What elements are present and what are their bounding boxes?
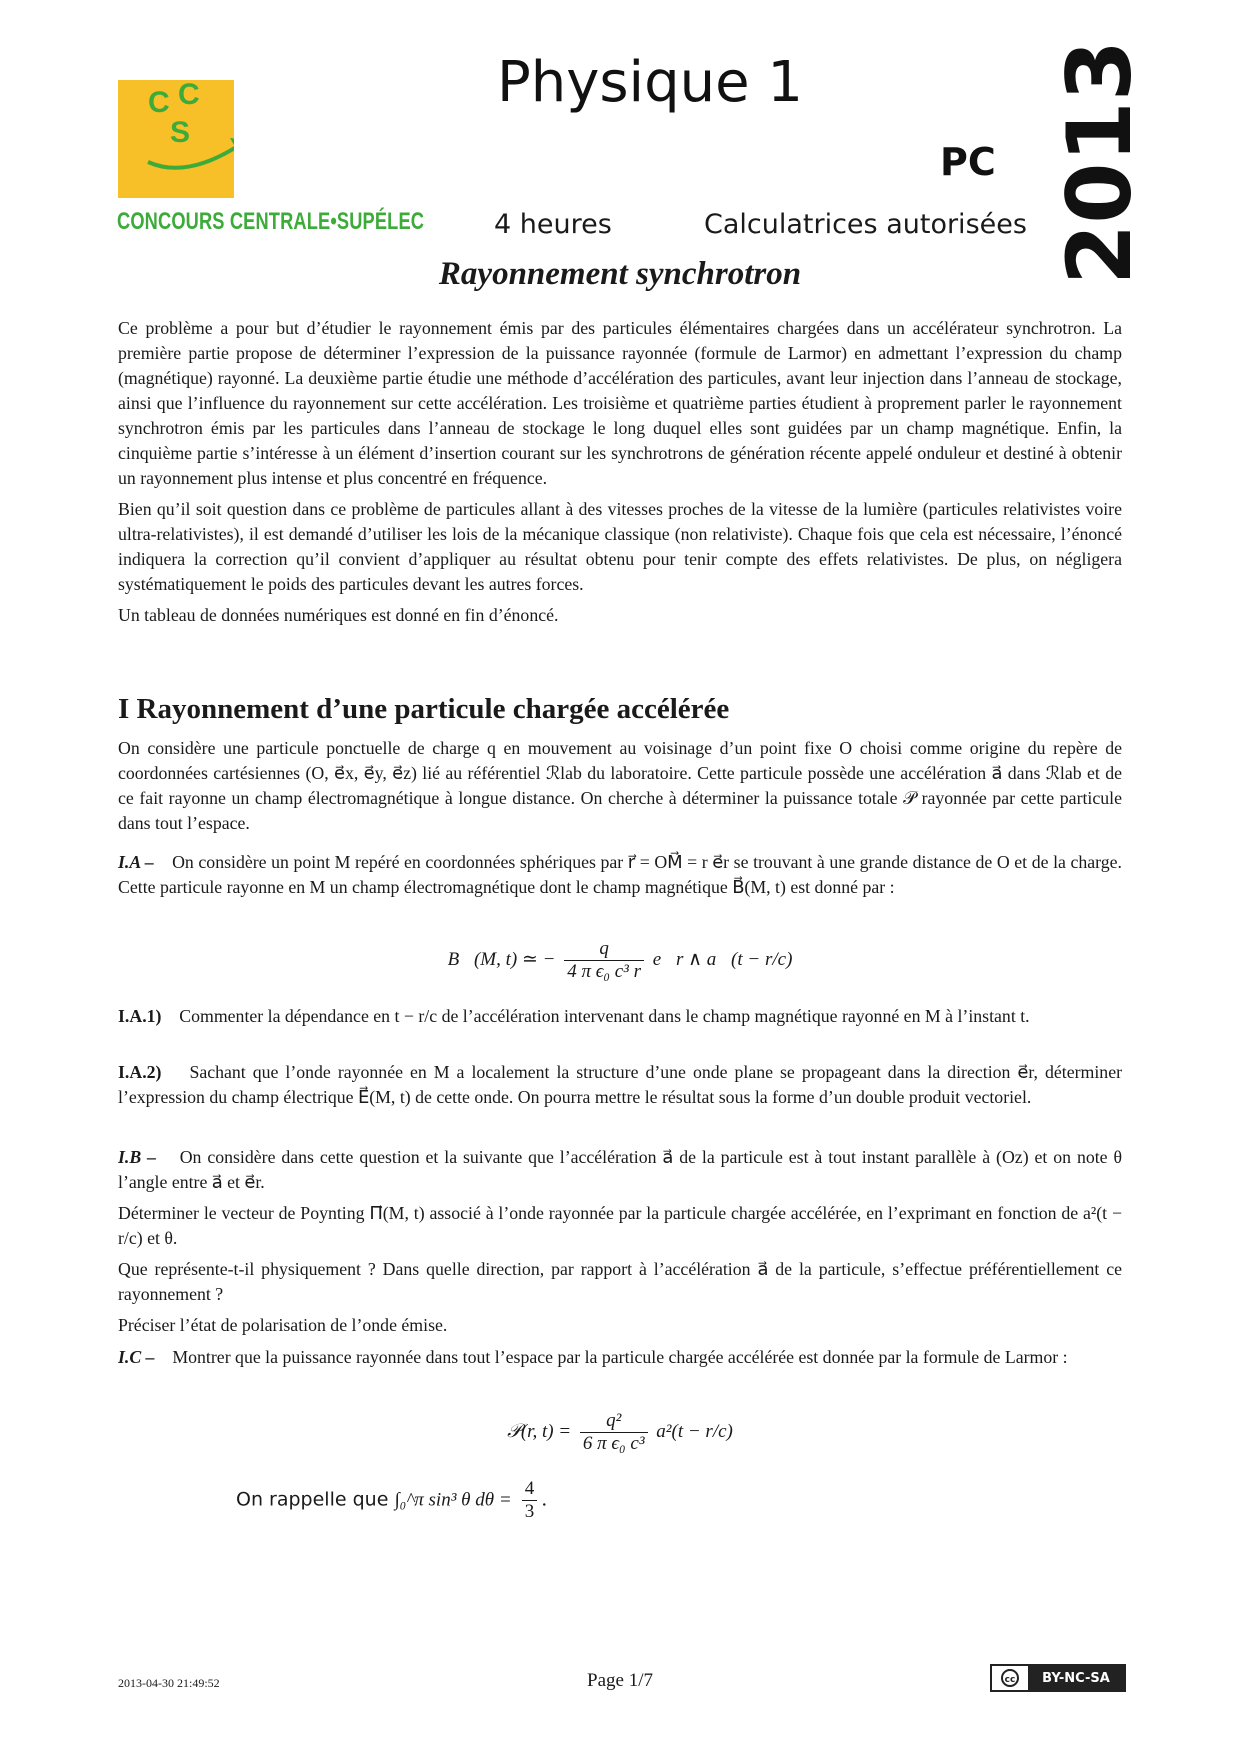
eq-lhs: 𝒫(r, t) = [507,1420,572,1442]
eq-fraction [580,1410,648,1455]
question-IA2 [118,1060,1122,1110]
document-title: Rayonnement synchrotron [438,256,802,292]
question-text: On considère un point M repéré en coordonnées sphériques par r⃗ = OM⃗ = r e⃗r se trouvant à une grande distance de O et de la charge. Cette particule rayonne en M un champ électromagnétique dont le champ magnétique B⃗(M, t) est donné par : [118,852,1122,897]
intro-text [118,316,1122,634]
eq-lhs: B⃗(M, t) ≃ − [447,948,556,970]
duration-label: 4 heures [494,209,612,240]
cc-icon [992,1666,1028,1690]
equation-B-field [0,938,1240,983]
svg-text:C: C [148,86,170,119]
question-label: I.A – [118,852,154,872]
eq-numerator: q [564,938,644,961]
question-text: Que représente-t-il physiquement ? Dans quelle direction, par rapport à l’accélération a⃗ de la particule, s’effectue préférentiellement ce rayonnement ? [118,1259,1122,1304]
question-label: I.C – [118,1347,155,1367]
intro-paragraph: Ce problème a pour but d’étudier le rayonnement émis par des particules élémentaires chargées dans un accélérateur synchrotron. La première partie propose de déterminer l’expression de la puissance rayonnée (formule de Larmor) en admettant l’expression du champ (magnétique) rayonné. La deuxième partie étudie une méthode d’accélération des particules, avant leur injection dans l’anneau de stockage, ainsi que l’influence du rayonnement sur cette accélération. Les troisième et quatrième parties étudient à proprement parler le rayonnement synchrotron émis par les particules dans l’anneau de stockage le long duquel elles sont guidées par un champ magnétique. Enfin, la cinquième partie s’intéresse à un élément d’insertion courant sur les synchrotrons de génération récente appelé onduleur et destiné à obtenir un rayonnement plus intense et plus concentré en fréquence. [118,318,1122,488]
svg-text:cc: cc [1004,1675,1016,1685]
section-intro: On considère une particule ponctuelle de charge q en mouvement au voisinage d’un point fixe O choisi comme origine du repère de coordonnées cartésiennes (O, e⃗x, e⃗y, e⃗z) lié au référentiel ℛlab du laboratoire. Cette particule possède une accélération a⃗ dans ℛlab et de ce fait rayonne un champ électromagnétique à longue distance. On cherche à déterminer la puissance totale 𝒫 rayonnée par cette particule dans tout l’espace. [118,738,1122,833]
page-number: Page 1/7 [587,1670,653,1691]
timestamp: 2013-04-30 21:49:52 [118,1676,220,1690]
eq-denominator: 3 [524,1501,535,1522]
question-label: I.B – [118,1147,157,1167]
license-text: BY-NC-SA [1028,1666,1124,1690]
question-text: Montrer que la puissance rayonnée dans tout l’espace par la particule chargée accélérée est donnée par la formule de Larmor : [172,1347,1068,1367]
license-badge [990,1664,1126,1692]
logo [118,80,234,198]
integral-reminder: On rappelle que ∫₀^π sin³ θ dθ = $\frac{4}{3}$ . [236,1478,548,1522]
question-IA1 [118,1004,1122,1029]
eq-rhs: a²(t − r/c) [656,1420,733,1442]
year-label: 2013 [1048,40,1151,285]
reminder-prefix: On rappelle que [236,1488,389,1511]
org-name: CONCOURS CENTRALE•SUPÉLEC [117,208,425,235]
eq-fraction [564,938,644,983]
equation-larmor [0,1410,1240,1455]
eq-numerator: q² [580,1410,648,1433]
question-IC [118,1345,1122,1370]
question-label: I.A.2) [118,1062,162,1082]
track-label: PC [940,140,996,184]
subject-title: Physique 1 [496,50,804,115]
question-text: Commenter la dépendance en t − r/c de l’accélération intervenant dans le champ magnétique rayonné en M à l’instant t. [179,1006,1030,1026]
reminder-integral: ∫₀^π sin³ θ dθ = [394,1489,512,1511]
svg-text:C: C [178,80,200,111]
question-IA [118,850,1122,900]
section-title: I Rayonnement d’une particule chargée accélérée [118,693,730,725]
intro-paragraph: Bien qu’il soit question dans ce problème de particules allant à des vitesses proches de la vitesse de la lumière (particules relativistes voire ultra-relativistes), il est demandé d’utiliser les lois de la mécanique classique (non relativiste). Chaque fois que cela est nécessaire, l’énoncé indiquera la correction qu’il convient d’appliquer au résultat obtenu pour tenir compte des effets relativistes. De plus, on négligera systématiquement le poids des particules devant les autres forces. [118,499,1122,594]
question-label: I.A.1) [118,1006,162,1026]
question-text: Sachant que l’onde rayonnée en M a localement la structure d’une onde plane se propageant dans la direction e⃗r, déterminer l’expression du champ électrique E⃗(M, t) de cette onde. On pourra mettre le résultat sous la forme d’un double produit vectoriel. [118,1062,1123,1107]
intro-paragraph: Un tableau de données numériques est donné en fin d’énoncé. [118,605,559,625]
svg-text:S: S [170,116,191,149]
calculator-note: Calculatrices autorisées [704,209,1027,240]
question-text: On considère dans cette question et la suivante que l’accélération a⃗ de la particule est à tout instant parallèle à (Oz) et on note θ l’angle entre a⃗ et e⃗r. [118,1147,1123,1192]
eq-denominator: 6 π ϵ₀ c³ [582,1433,645,1454]
ccs-logo-icon [118,80,234,198]
eq-numerator: 4 [522,1478,538,1501]
question-IB [118,1145,1122,1344]
reminder-fraction [522,1478,538,1523]
question-text: Déterminer le vecteur de Poynting Π⃗(M, t) associé à l’onde rayonnée par la particule chargée accélérée, en l’exprimant en fonction de a²(t − r/c) et θ. [118,1203,1122,1248]
eq-rhs: e⃗r ∧ a⃗(t − r/c) [652,948,793,970]
question-text: Préciser l’état de polarisation de l’onde émise. [118,1315,448,1335]
eq-denominator: 4 π ϵ₀ c³ r [567,961,642,982]
